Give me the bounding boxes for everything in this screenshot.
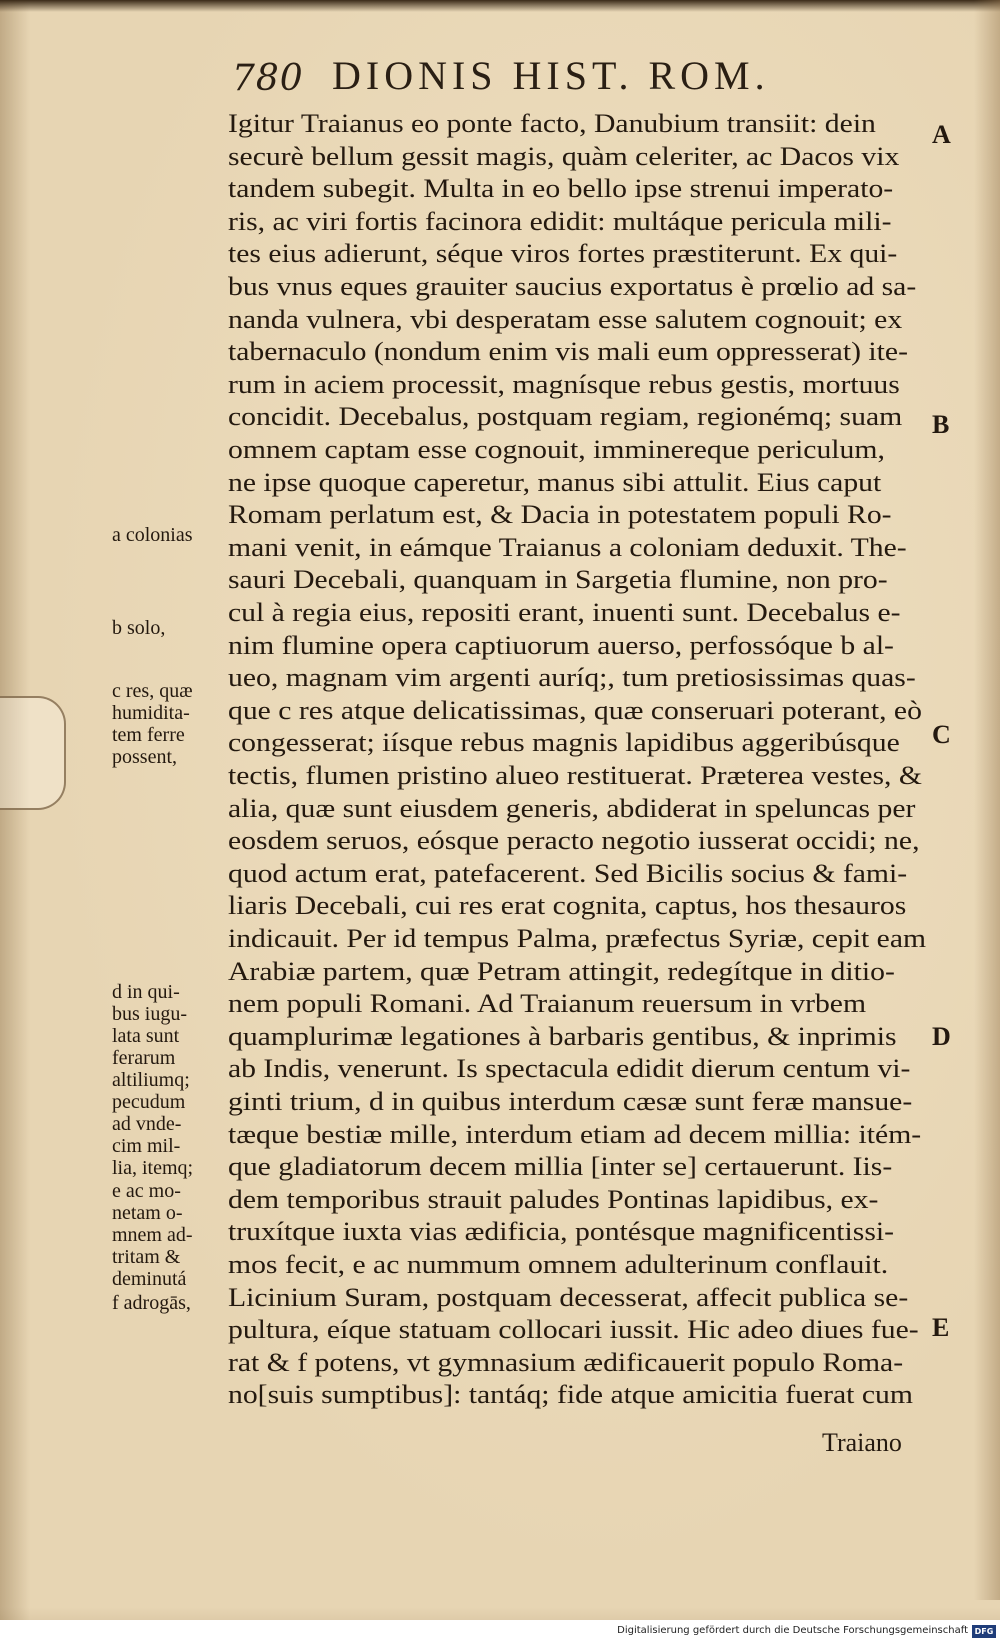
text-line: ab Indis, venerunt. Is spectacula edidit dierum centum vi- [228, 1053, 911, 1084]
top-shadow [0, 0, 1000, 12]
text-line: tandem subegit. Multa in eo bello ipse strenui imperato- [228, 173, 894, 204]
text-line: ne ipse quoque caperetur, manus sibi attulit. Eius caput [228, 466, 882, 497]
text-line: tabernaculo (nondum enim vis mali eum oppresserat) ite- [228, 336, 908, 367]
margin-note-line: c res, quæ [112, 680, 193, 702]
text-line: ueo, magnam vim argenti auríq;, tum pretiosissimas quas- [228, 662, 916, 693]
margin-note-line: b solo, [112, 617, 166, 639]
margin-note-line: lia, itemq; [112, 1157, 194, 1179]
margin-note-line: tritam & [112, 1246, 181, 1268]
text-line: ginti trium, d in quibus interdum cæsæ sunt feræ mansue- [228, 1086, 913, 1116]
text-line: pultura, eíque statuam collocari iussit. Hic adeo diues fue- [228, 1314, 919, 1345]
margin-note-line: d in qui- [112, 981, 180, 1003]
text-line: mani venit, in eámque Traianus a coloniam deduxit. The- [228, 531, 907, 562]
running-title: DIONIS HIST. ROM. [332, 53, 770, 98]
footer-credit: Digitalisierung gefördert durch die Deutsche Forschungsgemeinschaft [617, 1625, 968, 1636]
margin-note-line: deminutá [112, 1268, 187, 1290]
text-line: eosdem seruos, eósque peracto negotio iusserat occidi; ne, [228, 825, 920, 856]
margin-note-line: ferarum [112, 1047, 176, 1069]
text-line: quod actum erat, patefacerent. Sed Bicilis socius & fami- [228, 857, 908, 888]
section-letter: E [932, 1313, 950, 1342]
book-clip [0, 696, 66, 810]
dfg-logo: DFG [972, 1625, 996, 1638]
page-header [232, 52, 852, 112]
text-line: dem temporibus strauit paludes Pontinas lapidibus, ex- [228, 1183, 879, 1214]
text-line: nanda vulnera, vbi desperatam esse salutem cognouit; ex [228, 303, 903, 334]
text-line: congesserat; iísque rebus magnis lapidibus aggeribúsque [228, 727, 900, 758]
text-line: securè bellum gessit magis, quàm celeriter, ac Dacos vix [228, 140, 900, 171]
margin-note-line: ad vnde- [112, 1113, 182, 1135]
text-line: tectis, flumen pristino alueo restituerat. Præterea vestes, & [228, 760, 922, 790]
text-line: Arabiæ partem, quæ Petram attingit, redegítque in ditio- [228, 955, 895, 986]
margin-note-line: pecudum [112, 1091, 186, 1113]
text-line: rat & f potens, vt gymnasium ædificauerit populo Roma- [228, 1346, 904, 1377]
page-number: 780 [232, 58, 304, 99]
margin-note-line: f adrogās, [112, 1292, 191, 1314]
margin-note-line: bus iugu- [112, 1003, 187, 1025]
section-letter: D [932, 1022, 951, 1051]
margin-note-line: e ac mo- [112, 1180, 181, 1202]
text-line: ris, ac viri fortis facinora edidit: multáque pericula mili- [228, 205, 892, 236]
text-line: mos fecit, e ac nummum omnem adulterinum conflauit. [228, 1249, 889, 1279]
text-line: quamplurimæ legationes à barbaris gentibus, & inprimis [228, 1020, 897, 1051]
text-line: truxítque iuxta vias ædificia, pontésque magnificentissi- [228, 1216, 895, 1247]
text-line: tæque bestiæ mille, interdum etiam ad decem millia: itém- [228, 1118, 922, 1149]
text-line: indicauit. Per id tempus Palma, præfectus Syriæ, cepit eam [228, 923, 926, 953]
page-edge-shading [974, 0, 1000, 1600]
text-line: liaris Decebali, cui res erat cognita, captus, hos thesauros [228, 890, 907, 921]
text-line: nem populi Romani. Ad Traianum reuersum in vrbem [228, 988, 867, 1019]
margin-note-line: mnem ad- [112, 1224, 193, 1246]
text-line: concidit. Decebalus, postquam regiam, regionémq; suam [228, 401, 903, 432]
text-line: omnem captam esse cognouit, imminereque periculum, [228, 434, 885, 464]
text-line: Romam perlatum est, & Dacia in potestatem populi Ro- [228, 499, 892, 530]
text-line: bus vnus eques grauiter saucius exportatus è prœlio ad sa- [228, 271, 917, 301]
footer-bar [0, 1620, 1000, 1647]
text-line: alia, quæ sunt eiusdem generis, abdiderat in speluncas per [228, 792, 916, 823]
text-line: no[suis sumptibus]: tantáq; fide atque amicitia fuerat cum [228, 1379, 913, 1410]
text-line: cul à regia eius, repositi erant, inuenti sunt. Decebalus e- [228, 597, 901, 627]
text-line: sauri Decebali, quanquam in Sargetia flumine, non pro- [228, 564, 888, 595]
margin-note-line: lata sunt [112, 1025, 180, 1047]
text-line: Licinium Suram, postquam decesserat, affecit publica se- [228, 1281, 909, 1312]
margin-note-line: tem ferre [112, 724, 185, 746]
margin-note-line: netam o- [112, 1202, 183, 1224]
text-line: nim flumine opera captiuorum auerso, perfossóque b al- [228, 629, 894, 660]
section-letter: B [932, 410, 950, 439]
section-letter: C [932, 720, 951, 749]
margin-note-line: possent, [112, 746, 177, 768]
text-line: tes eius adierunt, séque viros fortes præstiterunt. Ex qui- [228, 238, 898, 269]
margin-note-line: cim mil- [112, 1135, 181, 1157]
margin-note-line: altiliumq; [112, 1069, 190, 1091]
margin-note-line: a colonias [112, 524, 193, 546]
section-letter: A [932, 120, 951, 149]
text-line: que gladiatorum decem millia [inter se] certauerunt. Iis- [228, 1151, 893, 1182]
text-line: Igitur Traianus eo ponte facto, Danubium transiit: dein [228, 108, 876, 138]
text-line: que c res atque delicatissimas, quæ conseruari poterant, eò [228, 694, 922, 725]
margin-note-line: humidita- [112, 702, 190, 724]
text-line: rum in aciem processit, magnísque rebus gestis, mortuus [228, 368, 900, 399]
catchword: Traiano [822, 1428, 902, 1457]
